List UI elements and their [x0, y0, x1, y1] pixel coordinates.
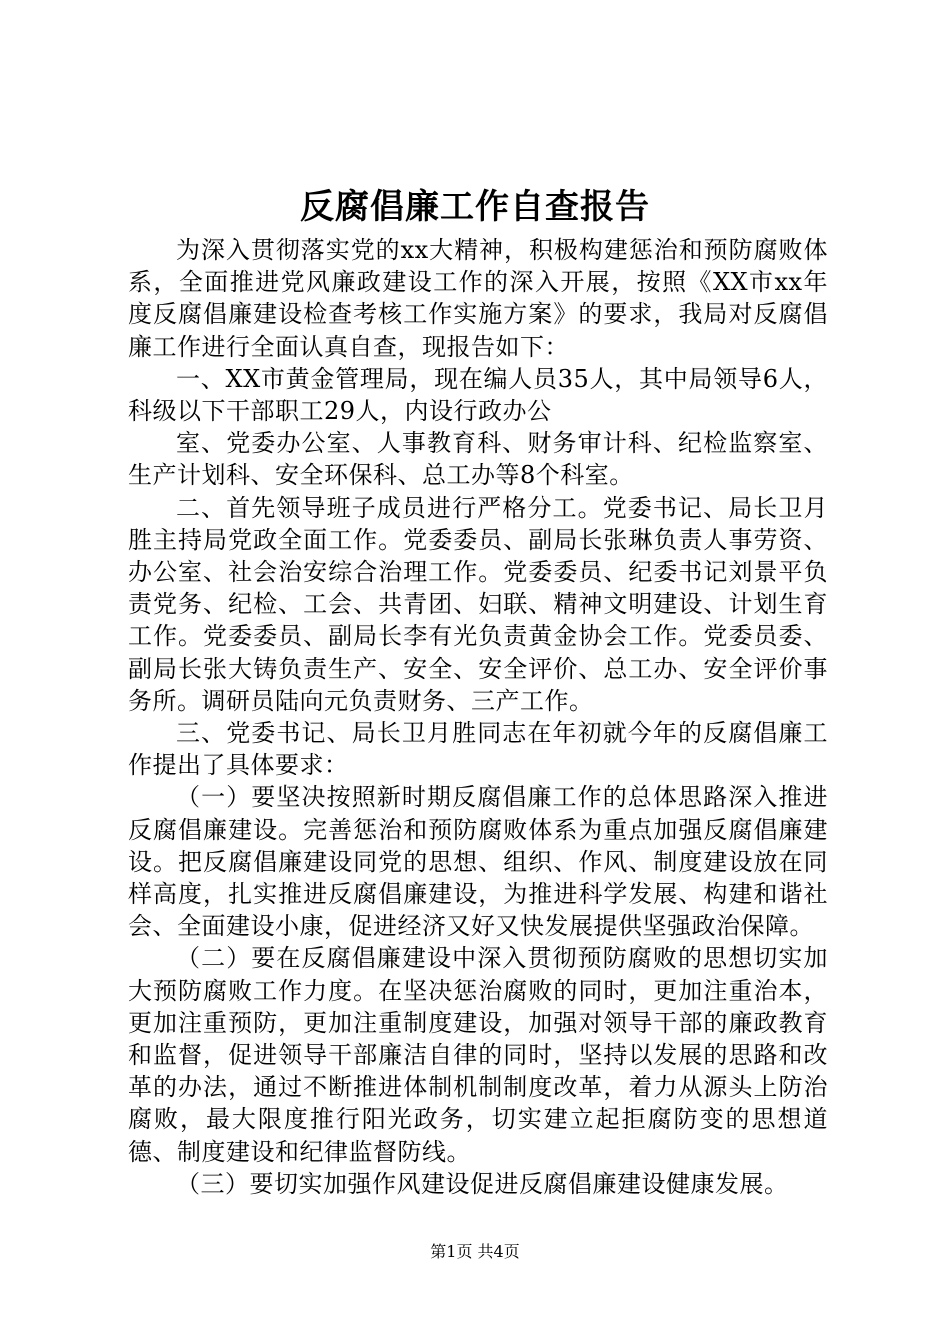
document-title: 反腐倡廉工作自查报告	[300, 187, 650, 227]
paragraph-intro: 为深入贯彻落实党的xx大精神，积极构建惩治和预防腐败体系，全面推进党风廉政建设工作的深入开展，按照《XX市xx年度反腐倡廉建设检查考核工作实施方案》的要求，我局对反腐倡廉工作进行全面认真自查，现报告如下：	[128, 236, 828, 361]
paragraph-section-3: 三、党委书记、局长卫月胜同志在年初就今年的反腐倡廉工作提出了具体要求：	[128, 719, 828, 780]
paragraph-item-3: （三）要切实加强作风建设促进反腐倡廉建设健康发展。	[176, 1169, 789, 1198]
page-footer: 第1页 共4页	[430, 1242, 520, 1261]
paragraph-section-2: 二、首先领导班子成员进行严格分工。党委书记、局长卫月胜主持局党政全面工作。党委委员、副局长张琳负责人事劳资、办公室、社会治安综合治理工作。党委委员、纪委书记刘景平负责党务、纪检、工会、共青团、妇联、精神文明建设、计划生育工作。党委委员、副局长李有光负责黄金协会工作。党委员委、副局长张大铸负责生产、安全、安全评价、总工办、安全评价事务所。调研员陆向元负责财务、三产工作。	[128, 493, 828, 715]
paragraph-section-1: 一、XX市黄金管理局，现在编人员35人，其中局领导6人，科级以下干部职工29人，内设行政办公	[128, 364, 828, 426]
paragraph-section-1-continued: 室、党委办公室、人事教育科、财务审计科、纪检监察室、生产计划科、安全环保科、总工办等8个科室。	[128, 429, 828, 490]
document-body	[128, 234, 828, 1200]
paragraph-item-2: （二）要在反腐倡廉建设中深入贯彻预防腐败的思想切实加大预防腐败工作力度。在坚决惩治腐败的同时，更加注重治本，更加注重预防，更加注重制度建设，加强对领导干部的廉政教育和监督，促进领导干部廉洁自律的同时，坚持以发展的思路和改革的办法，通过不断推进体制机制制度改革，着力从源头上防治腐败，最大限度推行阳光政务，切实建立起拒腐防变的思想道德、制度建设和纪律监督防线。	[128, 944, 828, 1166]
paragraph-item-1: （一）要坚决按照新时期反腐倡廉工作的总体思路深入推进反腐倡廉建设。完善惩治和预防腐败体系为重点加强反腐倡廉建设。把反腐倡廉建设同党的思想、组织、作风、制度建设放在同样高度，扎实推进反腐倡廉建设，为推进科学发展、构建和谐社会、全面建设小康，促进经济又好又快发展提供坚强政治保障。	[128, 783, 828, 941]
